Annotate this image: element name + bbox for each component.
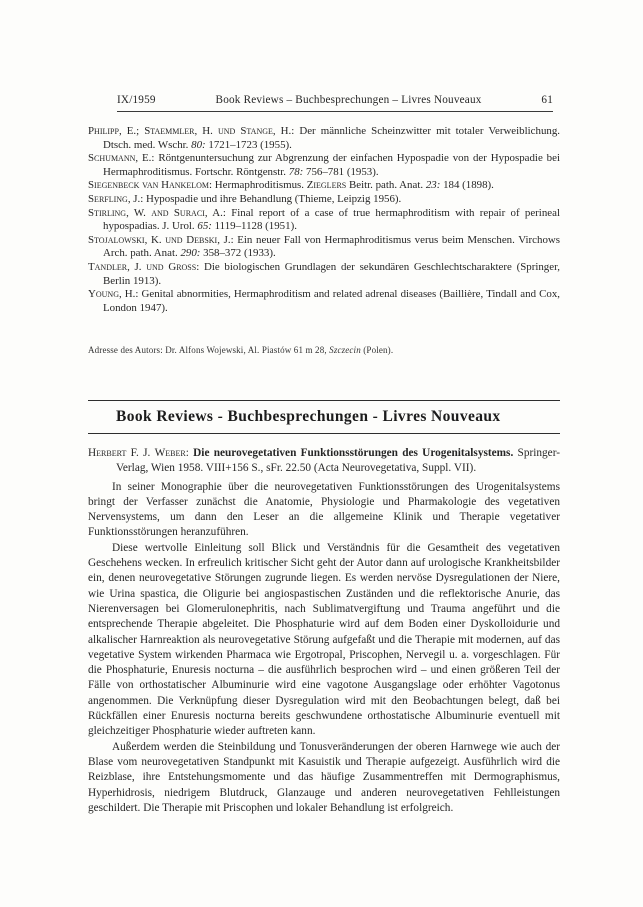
- review-paragraph: In seiner Monographie über die neurovegetativen Funktionsstörungen des Urogenitalsystems bringt der Verfasser zunächst die Anatomie, Physiologie und Pharmakologie des vegetativen Nervensystems, um dann den Leser an die allgemeine Klinik und Therapie vegetativer Funktionsstörungen heranzuführen.: [88, 480, 560, 539]
- reference-entry: Serfling, J.: Hypospadie und ihre Behandlung (Thieme, Leipzig 1956).: [88, 192, 402, 205]
- running-head-title: Book Reviews – Buchbesprechungen – Livres Nouveaux: [215, 94, 482, 106]
- review-citation: Herbert F. J. Weber: Die neurovegetativen Funktionsstörungen des Urogenitalsystems. Springer-Verlag, Wien 1958. VIII+156 S., sFr. 22.50 (Acta Neurovegetativa, Suppl. VII).: [88, 447, 560, 475]
- author-address: Adresse des Autors: Dr. Alfons Wojewski, Al. Piastów 61 m 28, Szczecin (Polen).: [88, 345, 394, 355]
- book-review: [88, 446, 560, 816]
- reference-entry: Tandler, J. und Gross: Die biologischen Grundlagen der sekundären Geschlechtscharaktere (Springer, Berlin 1913).: [88, 260, 560, 287]
- reference-entry: Siegenbeck van Hankelom: Hermaphroditismus. Zieglers Beitr. path. Anat. 23: 184 (1898).: [88, 179, 494, 192]
- page-number: 61: [541, 94, 553, 106]
- review-paragraph: Diese wertvolle Einleitung soll Blick und Verständnis für die Gesamtheit des vegetativen Geschehens wecken. In erfreulich kritischer Sicht geht der Autor dann auf urologische Krankheitsbilder ein, denen neurovegetative Störungen zugrunde liegen. Es werden nervöse Dysregulationen der Niere, wie Urina spastica, die Oligurie bei angiospastischen Zuständen und die reflektorische Anurie, das Nierenversagen bei Glomerulonephritis, nach Sublimatvergiftung und Trauma angeführt und die entsprechende Therapie abgeleitet. Die Phosphaturie wird auf dem Boden einer Dyskolloidurie und alkalischer Harnreaktion als neurovegetative Störung aufgefaßt und die Therapie mit modernen, auf das vegetative System wirkenden Pharmaca wie Ergotropal, Priscophen, Nervegil u. a. vorgeschlagen. Für die Phosphaturie, Enuresis nocturna – die ausführlich besprochen wird – und einen größeren Teil der Fälle von orthostatischer Albuminurie wird eine vagotone Ausgangslage oder erhöhter Vagotonus angenommen. Die Verknüpfung dieser Dysregulation wird mit den Beobachtungen belegt, daß bei Rückfällen einer Enuresis nocturna bereits geschwundene orthostatische Albuminurie eventuell mit gleichzeitiger Phosphaturie wieder auftreten kann.: [88, 541, 560, 738]
- reference-entry: Schumann, E.: Röntgenuntersuchung zur Abgrenzung der einfachen Hypospadie von der Hypospadie bei Hermaphroditismus. Fortschr. Röntgenstr. 78: 756–781 (1953).: [88, 152, 560, 178]
- page-header: [117, 94, 553, 112]
- section-heading: Book Reviews - Buchbesprechungen - Livres Nouveaux: [88, 400, 560, 434]
- issue-label: IX/1959: [117, 94, 156, 106]
- reference-entry: Philipp, E.; Staemmler, H. und Stange, H.: Der männliche Scheinzwitter mit totaler Verweiblichung. Dtsch. med. Wschr. 80: 1721–1723 (1955).: [88, 125, 560, 151]
- reference-entry: Stojalowski, K. und Debski, J.: Ein neuer Fall von Hermaphroditismus verus beim Menschen. Virchows Arch. path. Anat. 290: 358–372 (1933).: [88, 233, 560, 260]
- reference-entry: Stirling, W. and Suraci, A.: Final report of a case of true hermaphroditism with repair of perineal hypospadias. J. Urol. 65: 1119–1128 (1951).: [88, 206, 560, 233]
- review-paragraph: Außerdem werden die Steinbildung und Tonusveränderungen der oberen Harnwege wie auch der Blase vom neurovegetativen Standpunkt mit Kasuistik und Therapie aufgezeigt. Ausführlich wird die Reizblase, ihre Entstehungsmomente und das häufige Zusammentreffen mit Dermographismus, Hyperhidrosis, niedrigem Blutdruck, Glanzauge und anderen neurovegetativen Fehlleistungen geschildert. Die Therapie mit Priscophen und lokaler Behandlung ist erfolgreich.: [88, 740, 560, 814]
- reference-list: [88, 125, 560, 315]
- reference-entry: Young, H.: Genital abnormities, Hermaphroditism and related adrenal diseases (Baillière, Tindall and Cox, London 1947).: [88, 288, 560, 314]
